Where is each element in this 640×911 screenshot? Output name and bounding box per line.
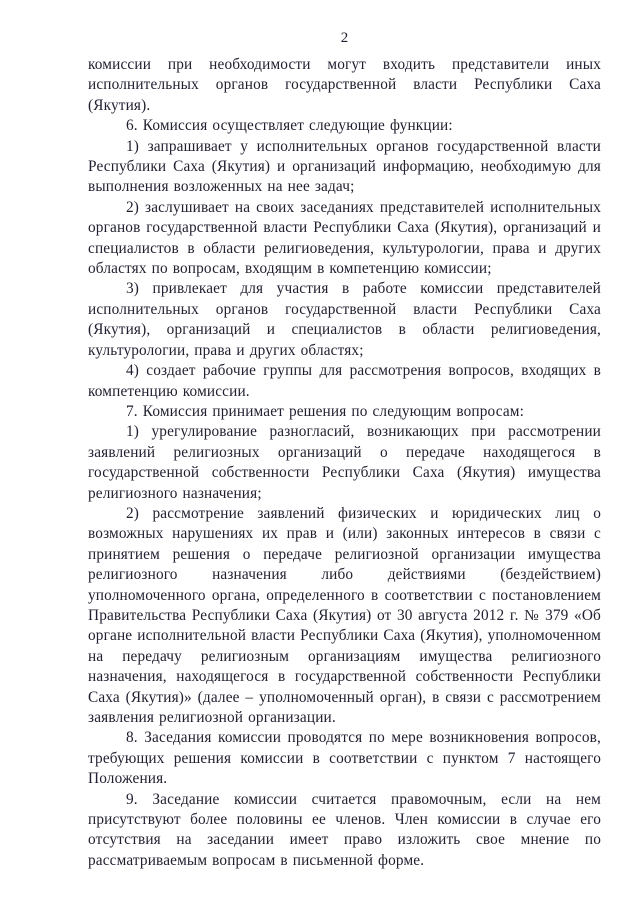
paragraph-item-7: 7. Комиссия принимает решения по следующим вопросам: xyxy=(126,402,525,420)
paragraph-item-6-sub-3: 3) привлекает для участия в работе комиссии представителей исполнительных органов государственной власти Республики Саха (Якутия), организаций и специалистов в области религиоведения, культурологии, права и других областях; xyxy=(88,280,601,359)
paragraph-item-7-sub-1: 1) урегулирование разногласий, возникающих при рассмотрении заявлений религиозных организаций о передаче находящегося в государственной собственности Республики Саха (Якутия) имущества религиозного назначения; xyxy=(88,423,601,502)
paragraph-item-6-sub-4: 4) создает рабочие группы для рассмотрения вопросов, входящих в компетенцию комиссии. xyxy=(88,362,601,400)
paragraph-item-7-sub-2: 2) рассмотрение заявлений физических и юридических лиц о возможных нарушениях их прав и (или) законных интересов в связи с принятием решения о передаче религиозной организации имущества религиозного назначения либо действиями (бездействием) уполномоченного органа, определенного в соответствии с постановлением Правительства Республики Саха (Якутия) от 30 августа 2012 г. № 379 «Об органе исполнительной власти Республики Саха (Якутия), уполномоченном на передачу религиозным организациям имущества религиозного назначения, находящегося в государственной собственности Республики Саха (Якутия)» (далее – уполномоченный орган), в связи с рассмотрением заявления религиозной организации. xyxy=(88,504,601,726)
paragraph-item-6-sub-2: 2) заслушивает на своих заседаниях представителей исполнительных органов государственной власти Республики Саха (Якутия), организаций и специалистов в области религиоведения, культурологии, права и других областях по вопросам, входящим в компетенцию комиссии; xyxy=(88,198,601,278)
page-number: 2 xyxy=(340,30,349,46)
paragraph-item-8: 8. Заседания комиссии проводятся по мере возникновения вопросов, требующих решения комиссии в соответствии с пунктом 7 настоящего Положения. xyxy=(88,729,601,788)
paragraph-continuation: комиссии при необходимости могут входить представители иных исполнительных органов государственной власти Республики Саха (Якутия). xyxy=(88,56,601,114)
paragraph-item-9: 9. Заседание комиссии считается правомочным, если на нем присутствуют более половины ее членов. Член комиссии в случае его отсутствия на заседании имеет право изложить свое мнение по рассматриваемым вопросам в письменной форме. xyxy=(88,790,601,869)
paragraph-item-6-sub-1: 1) запрашивает у исполнительных органов государственной власти Республики Саха (Якутия) и организаций информацию, необходимую для выполнения возложенных на нее задач; xyxy=(88,137,601,196)
paragraph-item-6: 6. Комиссия осуществляет следующие функции: xyxy=(126,117,453,135)
